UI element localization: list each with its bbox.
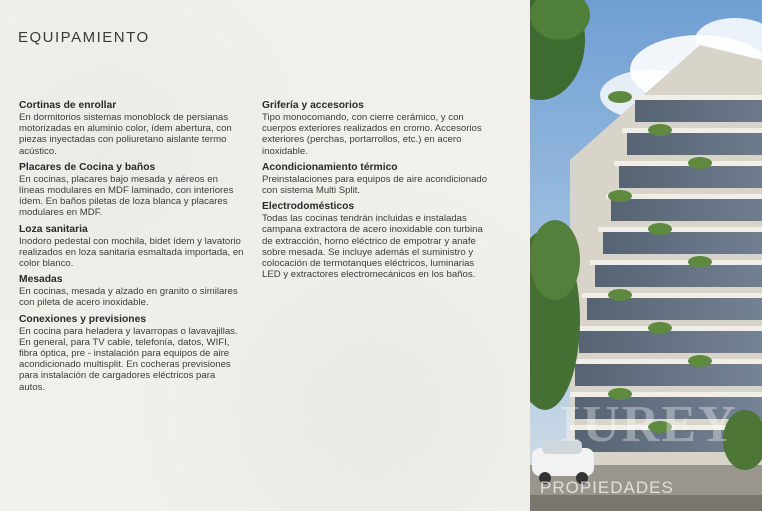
section-heading: Cortinas de enrollar [19,100,117,111]
section-body: Todas las cocinas tendrán incluidas e instaladas campana extractora de acero inoxidable con turbina de extracción, horno eléctrico de empotrar y anafe sobre mesada. Se incluye además el suministro y colocación de termotanques eléctricos, luminarias LED y extractores electromecánicos en los baños. [262,213,483,281]
section-cortinas [19,100,244,157]
section-heading: Mesadas [19,274,63,286]
section-body: En dormitorios sistemas monoblock de persianas motorizadas en aluminio color, ídem abertura, con piezas inyectadas con poliuretano aislante termo acústico. [19,112,232,157]
section-griferia [262,100,492,157]
section-body: En cocinas, placares bajo mesada y aéreos en líneas modulares en MDF laminado, con interiores ídem. En baños piletas de loza blanca y placares modulares en MDF. [19,173,234,219]
section-heading: Electrodomésticos [262,201,355,213]
section-heading: Acondicionamiento térmico [262,161,398,173]
watermark-brand: IUREY [560,396,738,453]
section-body: En cocinas, mesada y alzado en granito o similares con pileta de acero inoxidable. [19,286,238,309]
section-body: Tipo monocomando, con cierre cerámico, y con cuerpos exteriores realizados en cromo. Accesorios exteriores (perchas, portarrollos, etc.) en acero inoxidable. [262,112,482,157]
section-body: Inodoro pedestal con mochila, bidet ídem y lavatorio realizados en loza sanitaria esmaltada importada, en color blanco. [19,235,244,270]
section-body: Preinstalaciones para equipos de aire acondicionado con sistema Multi Split. [262,173,488,197]
section-acondicionamiento [262,162,492,196]
section-electrodomesticos [262,201,492,280]
section-conexiones [19,314,244,393]
section-heading: Conexiones y previsiones [19,313,147,325]
watermark-subtitle: PROPIEDADES [540,478,674,497]
section-placares [19,162,244,219]
page-title: EQUIPAMIENTO [18,29,150,46]
section-heading: Placares de Cocina y baños [19,161,156,173]
section-body: En cocina para heladera y lavarropas o lavavajillas. En general, para TV cable, telefonía, datos, WIFI, fibra óptica, pre - instalación para equipos de aire acondicionado multisplit. En cocheras previsiones para instalación de cargadores eléctricos para autos. [19,325,238,393]
right-column [262,100,492,285]
section-mesadas [19,274,244,308]
section-heading: Grifería y accesorios [262,100,364,111]
section-loza [19,224,244,270]
left-column [19,100,244,398]
section-heading: Loza sanitaria [19,223,88,235]
